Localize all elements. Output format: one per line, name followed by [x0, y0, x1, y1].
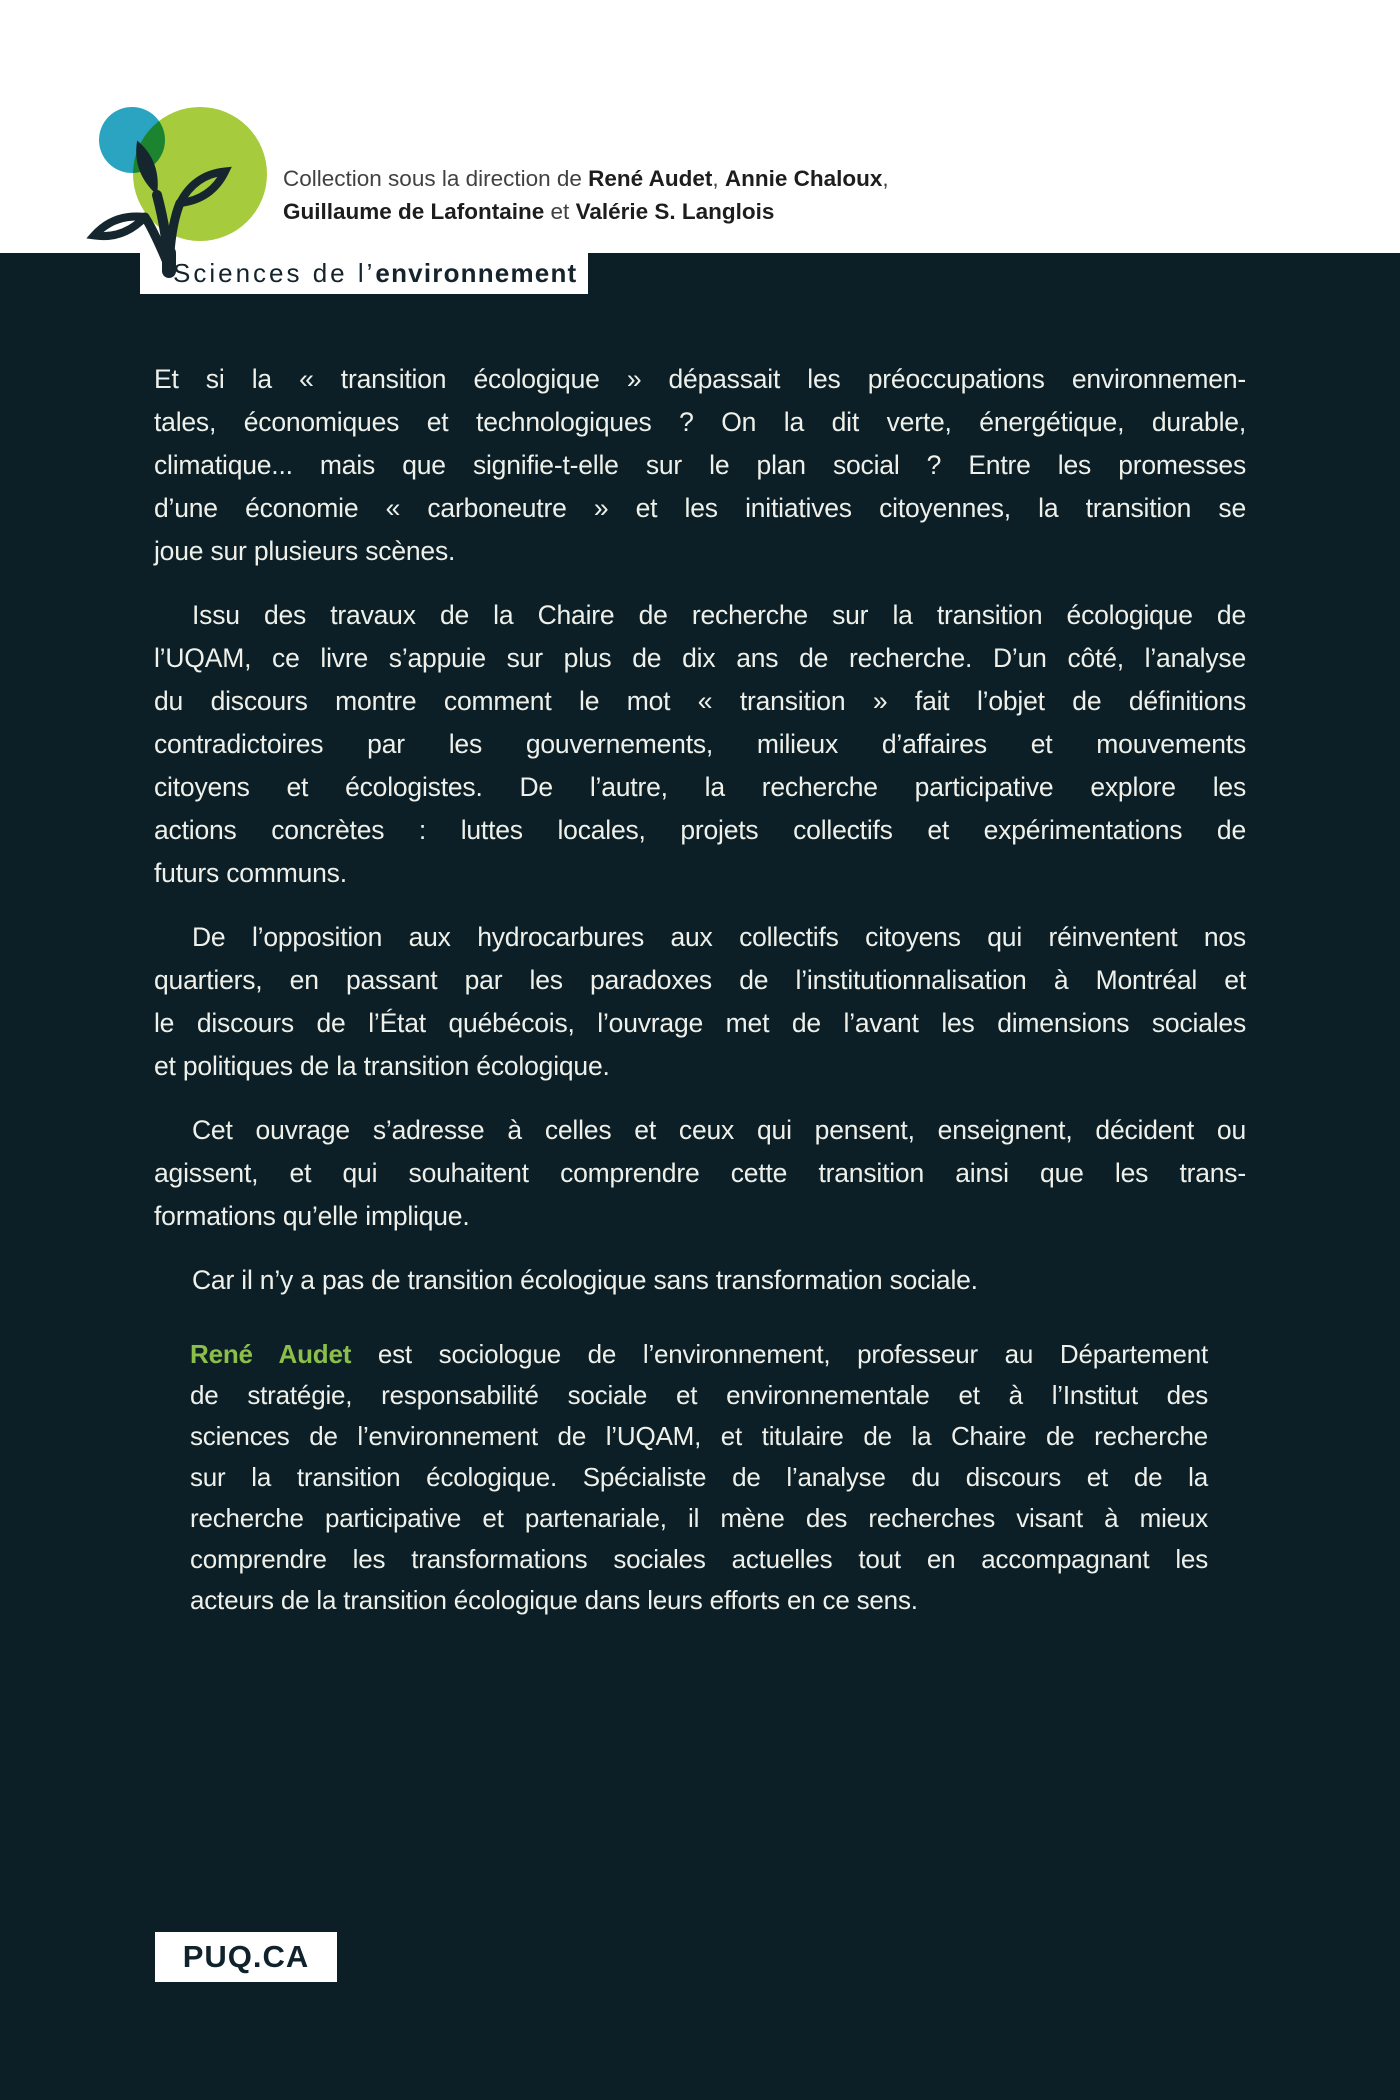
header-area — [0, 0, 1400, 253]
collection-credit — [283, 162, 889, 228]
body-paragraph — [154, 1259, 1246, 1302]
text-line: futurs communs. — [154, 858, 347, 888]
body-paragraph — [154, 1109, 1246, 1238]
body-paragraph — [154, 916, 1246, 1088]
text-line: sciences de l’environnement de l’UQAM, et titulaire de la Chaire de recherche — [190, 1421, 1208, 1451]
text-segment: environnement — [375, 258, 578, 288]
author-name: René Audet — [190, 1339, 352, 1369]
text-line: d’une économie « carboneutre » et les initiatives citoyennes, la transition se — [154, 493, 1246, 523]
text-segment: Guillaume de Lafontaine — [283, 199, 545, 224]
text-line: René Audet est sociologue de l’environnement, professeur au Département — [190, 1339, 1208, 1369]
collection-line-2 — [283, 195, 889, 228]
text-line: recherche participative et partenariale, il mène des recherches visant à mieux — [190, 1503, 1208, 1533]
back-cover-text — [154, 358, 1246, 1621]
text-line: l’UQAM, ce livre s’appuie sur plus de dix ans de recherche. D’un côté, l’analyse — [154, 643, 1246, 673]
logo-blue-circle — [99, 107, 165, 173]
text-line: quartiers, en passant par les paradoxes de l’institutionnalisation à Montréal et — [154, 965, 1246, 995]
text-line: actions concrètes : luttes locales, projets collectifs et expérimentations de — [154, 815, 1246, 845]
text-segment: , — [882, 166, 889, 191]
text-line: Issu des travaux de la Chaire de recherche sur la transition écologique de — [192, 600, 1246, 630]
text-line: De l’opposition aux hydrocarbures aux collectifs citoyens qui réinventent nos — [192, 922, 1246, 952]
text-line: agissent, et qui souhaitent comprendre cette transition ainsi que les trans- — [154, 1158, 1246, 1188]
body-paragraph — [154, 358, 1246, 573]
text-line: du discours montre comment le mot « transition » fait l’objet de définitions — [154, 686, 1246, 716]
text-segment: Valérie S. Langlois — [575, 199, 775, 224]
text-line: formations qu’elle implique. — [154, 1201, 470, 1231]
text-line: joue sur plusieurs scènes. — [154, 536, 456, 566]
text-segment: René Audet — [588, 166, 713, 191]
publisher-site-label: PUQ.CA — [182, 1939, 310, 1974]
text-line: le discours de l’État québécois, l’ouvrage met de l’avant les dimensions sociales — [154, 1008, 1246, 1038]
text-line: comprendre les transformations sociales actuelles tout en accompagnant les — [190, 1544, 1208, 1574]
text-segment: Sciences de l’ — [173, 258, 376, 288]
text-line: Car il n’y a pas de transition écologique sans transformation sociale. — [192, 1265, 978, 1295]
text-segment: et — [544, 199, 576, 224]
author-bio-paragraph — [190, 1334, 1208, 1621]
collection-line-1 — [283, 162, 889, 195]
text-line: citoyens et écologistes. De l’autre, la recherche participative explore les — [154, 772, 1246, 802]
text-segment: Annie Chaloux — [724, 166, 883, 191]
text-line: Cet ouvrage s’adresse à celles et ceux qui pensent, enseignent, décident ou — [192, 1115, 1246, 1145]
text-line: Et si la « transition écologique » dépassait les préoccupations environnemen- — [154, 364, 1246, 394]
text-segment: , — [712, 166, 725, 191]
text-line: acteurs de la transition écologique dans leurs efforts en ce sens. — [190, 1585, 918, 1615]
publisher-site-badge — [155, 1932, 337, 1982]
body-paragraph — [154, 594, 1246, 895]
text-segment: Collection sous la direction de — [283, 166, 589, 191]
publisher-plant-logo-icon — [75, 95, 275, 280]
text-line: contradictoires par les gouvernements, milieux d’affaires et mouvements — [154, 729, 1246, 759]
text-line: et politiques de la transition écologique. — [154, 1051, 610, 1081]
text-line: climatique... mais que signifie-t-elle sur le plan social ? Entre les promesses — [154, 450, 1246, 480]
text-line: tales, économiques et technologiques ? On la dit verte, énergétique, durable, — [154, 407, 1246, 437]
text-line: de stratégie, responsabilité sociale et environnementale et à l’Institut des — [190, 1380, 1208, 1410]
text-line: sur la transition écologique. Spécialiste de l’analyse du discours et de la — [190, 1462, 1208, 1492]
